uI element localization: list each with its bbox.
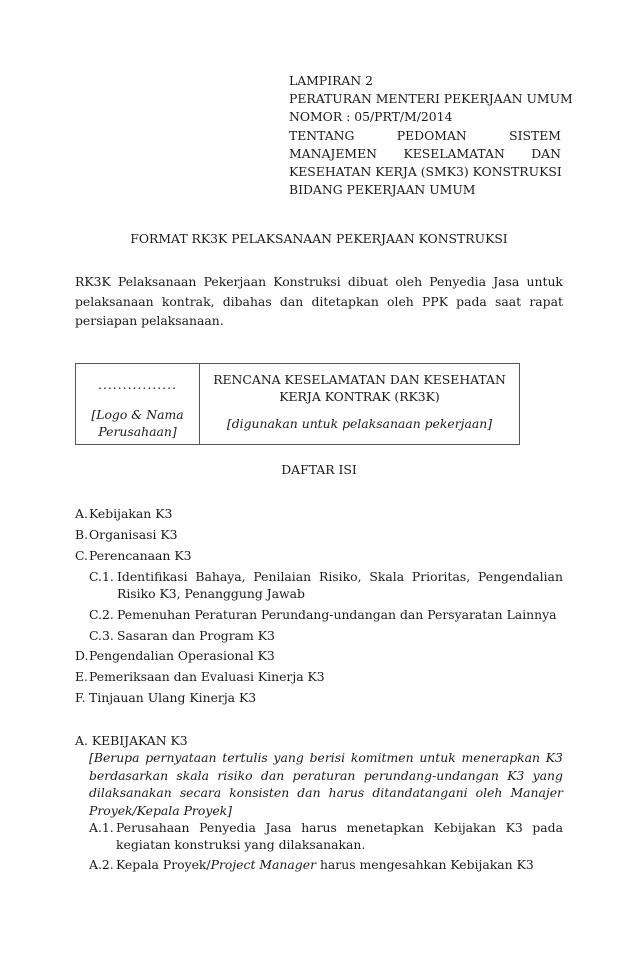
title-cell bbox=[200, 364, 519, 444]
word: Skala bbox=[369, 569, 405, 584]
word: untuk bbox=[419, 750, 456, 765]
word: dibahas bbox=[222, 293, 272, 309]
word: DAN bbox=[531, 145, 561, 161]
word: menetapkan bbox=[346, 820, 425, 835]
word: Prioritas, bbox=[411, 569, 471, 584]
logo-placeholder bbox=[76, 406, 199, 440]
word: Perusahaan bbox=[116, 820, 190, 835]
word: ditetapkan bbox=[311, 293, 379, 309]
intro-line bbox=[75, 272, 563, 292]
logo-line: Perusahaan] bbox=[98, 424, 177, 439]
description-line bbox=[89, 784, 563, 802]
toc-label: F. bbox=[75, 690, 86, 705]
word: Pengendalian bbox=[477, 569, 563, 584]
word: [Berupa bbox=[89, 750, 140, 765]
word: oleh bbox=[475, 785, 503, 801]
placeholder-dots: ................ bbox=[97, 377, 178, 392]
word: harus bbox=[301, 820, 337, 835]
word: RK3K bbox=[75, 274, 111, 289]
word: pada bbox=[532, 820, 563, 835]
word: PPK bbox=[422, 293, 448, 309]
lampiran-line: LAMPIRAN 2 bbox=[289, 73, 374, 88]
description-line bbox=[89, 767, 563, 785]
toc-subitem bbox=[89, 568, 563, 602]
word: PEDOMAN bbox=[396, 127, 467, 143]
lampiran-header bbox=[289, 72, 573, 199]
word: secara bbox=[179, 785, 222, 801]
word: Pekerjaan bbox=[203, 274, 267, 289]
toc-subitem-number: C.1. bbox=[89, 569, 114, 584]
toc-item bbox=[75, 648, 275, 664]
toc-label: E. bbox=[75, 669, 88, 684]
toc-text: Organisasi K3 bbox=[89, 527, 178, 542]
rk3k-header-table bbox=[75, 363, 520, 445]
word: yang bbox=[273, 750, 304, 765]
toc-item bbox=[75, 690, 256, 706]
word: berdasarkan bbox=[89, 767, 169, 783]
word: Penilaian bbox=[253, 569, 312, 584]
toc-text: Pemeriksaan dan Evaluasi Kinerja K3 bbox=[89, 669, 325, 684]
subitem-text-part: Kepala Proyek/ bbox=[116, 857, 211, 872]
toc-label: C. bbox=[75, 548, 88, 563]
subitem-number: A.1. bbox=[89, 820, 114, 835]
description-line bbox=[89, 749, 563, 767]
word: Risiko, bbox=[318, 569, 362, 584]
word: ditandatangani bbox=[372, 785, 468, 801]
subitem-line bbox=[116, 819, 563, 836]
word: dan bbox=[297, 785, 321, 801]
word: Identifikasi bbox=[117, 569, 188, 584]
subitem-line: kegiatan konstruksi yang dilaksanakan. bbox=[116, 837, 366, 852]
toc-subitem-text bbox=[117, 568, 563, 602]
rk3k-subtitle: [digunakan untuk pelaksanaan pekerjaan] bbox=[226, 416, 493, 431]
toc-text: Tinjauan Ulang Kinerja K3 bbox=[89, 690, 257, 705]
word: dan bbox=[260, 767, 285, 783]
toc-subitem bbox=[89, 627, 563, 644]
toc-item bbox=[75, 669, 325, 685]
toc-text: Kebijakan K3 bbox=[89, 506, 173, 521]
logo-cell bbox=[76, 364, 200, 444]
word: pelaksanaan bbox=[75, 293, 154, 309]
word: kontrak, bbox=[161, 293, 215, 309]
subitem-text-part: harus mengesahkan Kebijakan K3 bbox=[316, 857, 534, 872]
word: perundang-undangan bbox=[363, 767, 499, 783]
word: Manajer bbox=[510, 785, 563, 801]
toc-text: Perencanaan K3 bbox=[89, 548, 192, 563]
word: oleh bbox=[387, 293, 414, 309]
toc-item bbox=[75, 527, 178, 543]
word: oleh bbox=[395, 274, 423, 289]
section-subitem bbox=[89, 856, 563, 873]
word: Penyedia bbox=[199, 820, 256, 835]
word: K3 bbox=[505, 820, 523, 835]
word: pernyataan bbox=[145, 750, 217, 765]
subitem-text bbox=[116, 856, 563, 873]
section-subitem bbox=[89, 819, 563, 853]
word: KESELAMATAN bbox=[403, 145, 505, 161]
word: menerapkan bbox=[461, 750, 541, 765]
rk3k-title-line: RENCANA KESELAMATAN DAN KESEHATAN bbox=[213, 372, 506, 387]
section-description bbox=[89, 749, 563, 819]
word: pada bbox=[456, 293, 487, 309]
toc-subitem-number: C.3. bbox=[89, 628, 114, 643]
toc-subitem-line bbox=[117, 568, 563, 585]
word: Penyedia bbox=[429, 274, 486, 289]
word: komitmen bbox=[350, 750, 414, 765]
toc-subitem-line: Risiko K3, Penanggung Jawab bbox=[117, 586, 305, 601]
subitem-number: A.2. bbox=[89, 857, 114, 872]
subitem-text-italic: Project Manager bbox=[210, 857, 316, 872]
lampiran-line: BIDANG PEKERJAAN UMUM bbox=[289, 182, 476, 198]
intro-line bbox=[75, 292, 563, 312]
word: K3 bbox=[507, 767, 525, 783]
word: MANAJEMEN bbox=[289, 145, 378, 161]
description-line: Proyek/Kepala Proyek] bbox=[89, 802, 232, 818]
word: rapat bbox=[529, 293, 563, 309]
lampiran-tentang-line bbox=[289, 127, 561, 145]
word: Kebijakan bbox=[433, 820, 496, 835]
word: dilaksanakan bbox=[89, 785, 172, 801]
lampiran-line: NOMOR : 05/PRT/M/2014 bbox=[289, 109, 453, 125]
lampiran-manajemen-line bbox=[289, 145, 561, 163]
word: risiko bbox=[217, 767, 253, 783]
section-heading-kebijakan: A. KEBIJAKAN K3 bbox=[75, 733, 188, 748]
toc-text: Pengendalian Operasional K3 bbox=[89, 648, 275, 663]
word: yang bbox=[532, 767, 563, 783]
word: Jasa bbox=[265, 820, 292, 835]
toc-label: B. bbox=[75, 527, 89, 542]
word: Konstruksi bbox=[273, 274, 341, 289]
toc-label: A. bbox=[75, 506, 88, 521]
word: Jasa bbox=[493, 274, 520, 289]
toc-label: D. bbox=[75, 648, 89, 663]
word: saat bbox=[495, 293, 522, 309]
word: SISTEM bbox=[509, 127, 561, 143]
lampiran-line: PERATURAN MENTERI PEKERJAAN UMUM bbox=[289, 91, 573, 107]
lampiran-line: KESEHATAN KERJA (SMK3) KONSTRUKSI bbox=[289, 164, 562, 180]
word: Pelaksanaan bbox=[117, 274, 197, 289]
word: untuk bbox=[526, 274, 563, 289]
word: dan bbox=[279, 293, 304, 309]
toc-subitem-text: Pemenuhan Peraturan Perundang-undangan dan Persyaratan Lainnya bbox=[117, 607, 557, 622]
toc-subitem-number: C.2. bbox=[89, 607, 114, 622]
rk3k-title-line: KERJA KONTRAK (RK3K) bbox=[279, 389, 440, 404]
word: skala bbox=[176, 767, 210, 783]
toc-item bbox=[75, 548, 192, 564]
daftar-isi-title: DAFTAR ISI bbox=[281, 462, 357, 477]
logo-line: [Logo & Nama bbox=[91, 407, 184, 422]
word: peraturan bbox=[292, 767, 356, 783]
toc-item bbox=[75, 506, 172, 522]
rk3k-title bbox=[200, 371, 519, 405]
word: tertulis bbox=[222, 750, 268, 765]
intro-line: persiapan pelaksanaan. bbox=[75, 313, 224, 328]
word: TENTANG bbox=[289, 127, 355, 143]
word: dibuat bbox=[347, 274, 389, 289]
word: K3 bbox=[545, 750, 563, 765]
intro-paragraph bbox=[75, 272, 563, 331]
word: harus bbox=[328, 785, 365, 801]
word: Bahaya, bbox=[195, 569, 246, 584]
word: konsisten bbox=[229, 785, 290, 801]
format-title: FORMAT RK3K PELAKSANAAN PEKERJAAN KONSTRUKSI bbox=[130, 231, 508, 246]
word: berisi bbox=[309, 750, 346, 765]
subitem-text bbox=[116, 819, 563, 853]
toc-subitem bbox=[89, 606, 563, 623]
toc-subitem-text: Sasaran dan Program K3 bbox=[117, 628, 275, 643]
